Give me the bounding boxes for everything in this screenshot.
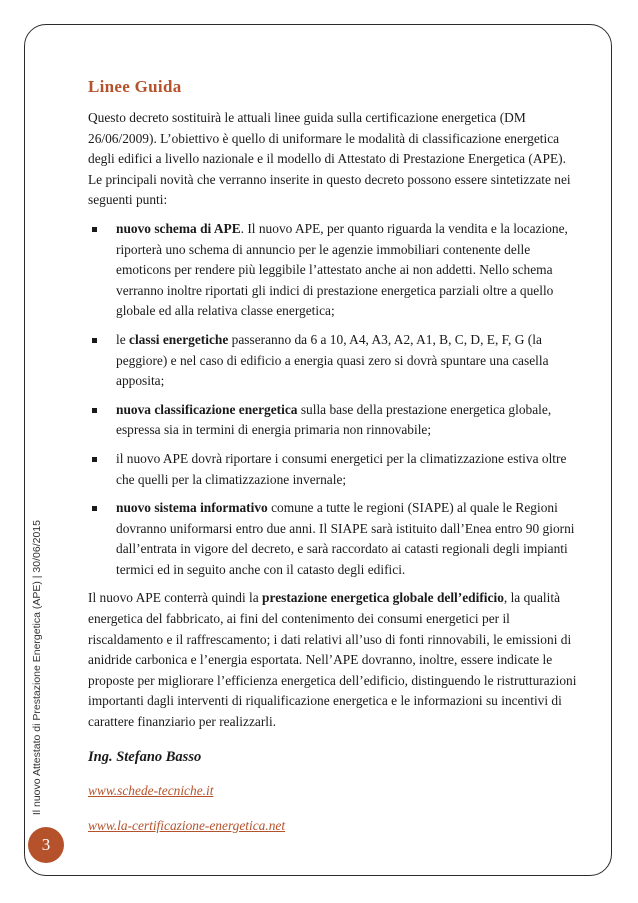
document-body [88, 76, 578, 836]
bullet-bold-term: nuovo schema di APE [116, 220, 241, 236]
page-number-badge [28, 827, 64, 863]
list-item: le classi energetiche passeranno da 6 a 10, A4, A3, A2, A1, B, C, D, E, F, G (la peggiore) e nel caso di edificio a energia quasi zero si dovrà spuntare una casella apposita; [88, 330, 578, 392]
list-item: il nuovo APE dovrà riportare i consumi energetici per la climatizzazione estiva oltre che quelli per la climatizzazione invernale; [88, 449, 578, 490]
author-name: Ing. Stefano Basso [88, 748, 202, 765]
list-item: nuova classificazione energetica sulla base della prestazione energetica globale, espressa sia in termini di energia primaria non rinnovabile; [88, 400, 578, 441]
bullet-bold-term: nuovo sistema informativo [116, 500, 268, 516]
closing-bold-term: prestazione energetica globale dell’edificio [262, 590, 504, 606]
link-schede-tecniche[interactable]: www.schede-tecniche.it [88, 783, 214, 799]
side-running-header: Il nuovo Attestato di Prestazione Energetica (APE) | 30/06/2015 [31, 520, 43, 816]
square-bullet-icon [92, 338, 97, 343]
square-bullet-icon [92, 227, 97, 232]
page-number: 3 [41, 835, 51, 854]
intro-paragraph: Questo decreto sostituirà le attuali linee guida sulla certificazione energetica (DM 26/06/2009). L’obiettivo è quello di uniformare le modalità di classificazione energetica degli edifici a livello nazionale e il modello di Attestato di Prestazione Energetica (APE). Le principali novità che verranno inserite in questo decreto possono essere sintetizzate nei seguenti punti: [88, 110, 571, 208]
bullet-bold-term: classi energetiche [129, 331, 229, 347]
bullet-list [88, 219, 578, 581]
list-item: nuovo schema di APE. Il nuovo APE, per quanto riguarda la vendita e la locazione, riporterà uno schema di annuncio per le agenzie immobiliari contenente delle emoticons per rendere più leggibile l’attestato anche ai non addetti. Nello schema verranno inoltre riportati gli indici di prestazione energetica parziali oltre a quello globale ed alla relativa classe energetica; [88, 219, 578, 322]
link-la-certificazione-energetica[interactable]: www.la-certificazione-energetica.net [88, 817, 286, 833]
closing-paragraph: Il nuovo APE conterrà quindi la prestazione energetica globale dell’edificio, la qualità energetica del fabbricato, ai fini del contenimento dei consumi energetici per il riscaldamento e il raffrescamento; i dati relativi all’uso di fonti rinnovabili, le emissioni di anidride carbonica e l’energia esportata. Nell’APE dovranno, inoltre, essere indicate le proposte per migliorare l’efficienza energetica dell’edificio, distinguendo le ristrutturazioni importanti dagli interventi di riqualificazione energetica e le informazioni su incentivi di carattere finanziario per realizzarli. [88, 590, 577, 730]
section-title: Linee Guida [88, 77, 182, 96]
bullet-bold-term: nuova classificazione energetica [116, 401, 298, 417]
square-bullet-icon [92, 408, 97, 413]
list-item: nuovo sistema informativo comune a tutte le regioni (SIAPE) al quale le Regioni dovranno uniformarsi entro due anni. Il SIAPE sarà istituito dall’Enea entro 90 giorni dall’entrata in vigore del decreto, e sarà raccordato ai catasti regionali degli impianti termici ed in seguito anche con il catasto degli edifici. [88, 498, 578, 580]
square-bullet-icon [92, 506, 97, 511]
square-bullet-icon [92, 457, 97, 462]
